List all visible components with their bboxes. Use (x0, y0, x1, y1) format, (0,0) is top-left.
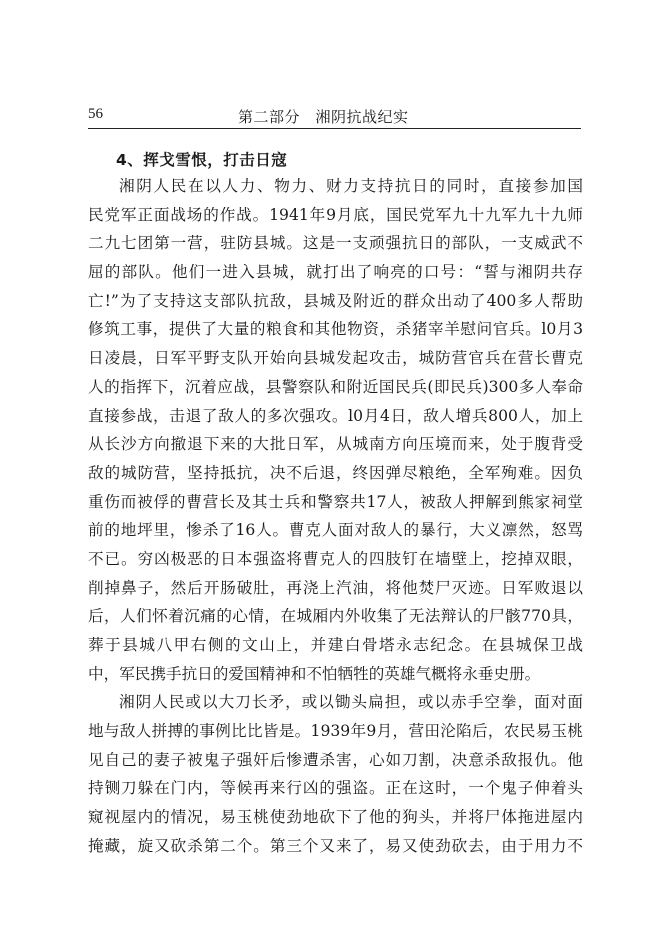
text-line: 不已。穷凶极恶的日本强盗将曹克人的四肢钉在墙壁上，挖掉双眼， (88, 549, 583, 568)
text-line: 前的地坪里，惨杀了16人。曹克人面对敌人的暴行，大义凛然，怒骂 (88, 521, 583, 540)
page-header (88, 104, 581, 129)
text-line: 持铡刀躲在门内，等候再来行凶的强盗。正在这时，一个鬼子伸着头 (88, 779, 583, 798)
text-line: 窥视屋内的情况，易玉桃使劲地砍下了他的狗头，并将尸体拖进屋内 (88, 808, 583, 827)
text-line: 二九七团第一营，驻防县城。这是一支顽强抗日的部队，一支威武不 (88, 234, 583, 253)
section-heading: 4、挥戈雪恨，打击日寇 (116, 151, 288, 169)
text-line: 湘阴人民或以大刀长矛，或以锄头扁担，或以赤手空拳，面对面 (119, 693, 583, 712)
body-text (88, 172, 583, 861)
text-line: 湘阴人民在以人力、物力、财力支持抗日的同时，直接参加国 (119, 177, 583, 195)
text-line: 亡!”为了支持这支部队抗敌，县城及附近的群众出动了400多人帮助 (88, 291, 583, 310)
text-line: 从长沙方向撤退下来的大批日军，从城南方向压境而来，处于腹背受 (88, 435, 583, 454)
text-line: 中，军民携手抗日的爱国精神和不怕牺牲的英雄气概将永垂史册。 (88, 664, 541, 683)
text-line: 敌的城防营，坚持抵抗，决不后退，终因弹尽粮绝，全军殉难。因负 (88, 463, 583, 482)
text-line: 掩藏，旋又砍杀第二个。第三个又来了，易又使劲砍去，由于用力不 (88, 836, 583, 855)
paragraph-1 (88, 172, 583, 688)
text-line: 削掉鼻子，然后开肠破肚，再浇上汽油，将他焚尸灭迹。日军败退以 (88, 578, 583, 597)
text-line: 修筑工事，提供了大量的粮食和其他物资，杀猪宰羊慰问官兵。l0月3 (88, 320, 583, 339)
text-line: 屈的部队。他们一进入县城，就打出了响亮的口号：“誓与湘阴共存 (88, 263, 583, 282)
text-line: 见自己的妻子被鬼子强奸后惨遭杀害，心如刀割，决意杀敌报仇。他 (88, 750, 583, 769)
text-line: 后，人们怀着沉痛的心情，在城厢内外收集了无法辩认的尸骸770具， (88, 607, 583, 626)
text-line: 人的指挥下，沉着应战，县警察队和附近国民兵(即民兵)300多人奉命 (88, 377, 583, 396)
paragraph-2 (88, 688, 583, 860)
text-line: 葬于县城八甲右侧的文山上，并建白骨塔永志纪念。在县城保卫战 (88, 636, 583, 654)
text-line: 地与敌人拼搏的事例比比皆是。1939年9月，营田沦陷后，农民易玉桃 (88, 722, 583, 741)
text-line: 日凌晨，日军平野支队开始向县城发起攻击，城防营官兵在营长曹克 (88, 349, 583, 368)
page-number: 56 (88, 106, 103, 122)
text-line: 重伤而被俘的曹营长及其士兵和警察共17人，被敌人押解到熊家祠堂 (88, 492, 583, 511)
text-line: 直接参战，击退了敌人的多次强攻。l0月4日，敌人增兵800人，加上 (88, 406, 583, 425)
running-title: 第二部分 湘阴抗战纪实 (238, 108, 409, 126)
text-line: 民党军正面战场的作战。1941年9月底，国民党军九十九军九十九师 (88, 205, 583, 224)
